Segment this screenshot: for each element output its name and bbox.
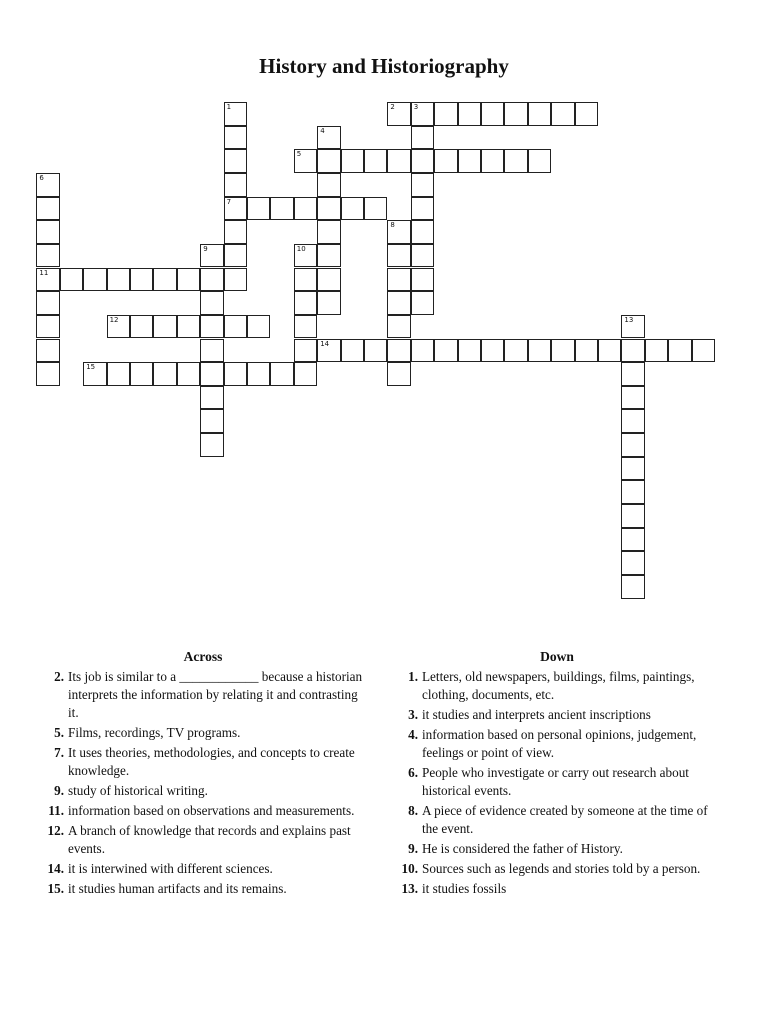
grid-cell[interactable] [621, 362, 644, 386]
down-heading: Down [540, 649, 574, 664]
grid-cell[interactable] [36, 173, 59, 197]
clue-item [392, 764, 722, 800]
clue-text: it studies human artifacts and its remains. [68, 881, 287, 896]
clue-item [38, 782, 368, 800]
grid-cell[interactable] [224, 362, 247, 386]
clue-text: People who investigate or carry out research about historical events. [422, 765, 689, 798]
clue-number-label: 2 [390, 103, 395, 111]
grid-cell[interactable] [294, 315, 317, 339]
clue-number: 2. [54, 669, 64, 684]
clue-text: Films, recordings, TV programs. [68, 725, 241, 740]
grid-cell[interactable] [200, 315, 223, 339]
clue-number-label: 12 [109, 315, 119, 324]
grid-cell[interactable] [528, 339, 551, 363]
grid-cell[interactable] [36, 244, 59, 268]
page-title: History and Historiography [259, 54, 509, 78]
grid-cell[interactable] [458, 339, 481, 363]
clue-number-label: 13 [624, 315, 634, 324]
grid-cell[interactable] [317, 268, 340, 292]
grid-cell[interactable] [224, 220, 247, 244]
grid-cell[interactable] [434, 102, 457, 126]
grid-cell[interactable] [130, 362, 153, 386]
grid-cell[interactable] [551, 102, 574, 126]
grid-cell[interactable] [434, 149, 457, 173]
grid-cell[interactable] [621, 386, 644, 410]
grid-cell[interactable] [270, 197, 293, 221]
grid-cell[interactable] [294, 362, 317, 386]
clue-number: 3. [408, 707, 418, 722]
grid-cell[interactable] [224, 102, 247, 126]
grid-cell[interactable] [247, 362, 270, 386]
grid-cell[interactable] [411, 197, 434, 221]
clue-item [38, 802, 368, 820]
grid-cell[interactable] [36, 220, 59, 244]
clue-item [38, 724, 368, 742]
clue-text: A branch of knowledge that records and explains past events. [68, 823, 351, 856]
grid-cell[interactable] [200, 409, 223, 433]
grid-cell[interactable] [200, 433, 223, 457]
grid-cell[interactable] [411, 244, 434, 268]
grid-cell[interactable] [387, 315, 410, 339]
grid-cell[interactable] [36, 291, 59, 315]
grid-cell[interactable] [621, 433, 644, 457]
clue-number-label: 14 [320, 339, 330, 348]
clue-number-label: 10 [296, 244, 306, 253]
grid-cell[interactable] [411, 102, 434, 126]
across-heading: Across [183, 649, 223, 664]
grid-cell[interactable] [247, 315, 270, 339]
grid-cell[interactable] [692, 339, 715, 363]
grid-cell[interactable] [621, 504, 644, 528]
grid-cell[interactable] [200, 339, 223, 363]
grid-cell[interactable] [387, 291, 410, 315]
grid-cell[interactable] [621, 480, 644, 504]
grid-cell[interactable] [481, 102, 504, 126]
grid-cell[interactable] [387, 268, 410, 292]
clue-item [38, 744, 368, 780]
grid-cell[interactable] [130, 268, 153, 292]
grid-cell[interactable] [411, 173, 434, 197]
grid-cell[interactable] [504, 149, 527, 173]
grid-cell[interactable] [387, 149, 410, 173]
grid-cell[interactable] [294, 268, 317, 292]
grid-cell[interactable] [36, 339, 59, 363]
grid-cell[interactable] [528, 149, 551, 173]
clue-item [392, 706, 722, 724]
clue-number-label: 15 [86, 363, 96, 372]
grid-cell[interactable] [504, 339, 527, 363]
clue-item [392, 802, 722, 838]
grid-cell[interactable] [36, 315, 59, 339]
clue-item [38, 668, 368, 722]
clue-number-label: 1 [226, 103, 232, 111]
clue-text: Letters, old newspapers, buildings, films, paintings, clothing, documents, etc. [422, 669, 695, 702]
grid-cell[interactable] [504, 102, 527, 126]
clue-number-label: 7 [226, 197, 232, 206]
clue-number: 4. [408, 727, 418, 742]
clue-number: 10. [401, 861, 418, 876]
grid-cell[interactable] [83, 268, 106, 292]
clue-number-label: 8 [390, 221, 395, 230]
grid-cell[interactable] [317, 197, 340, 221]
grid-cell[interactable] [458, 149, 481, 173]
grid-cell[interactable] [317, 149, 340, 173]
clue-number: 6. [408, 765, 418, 780]
grid-cell[interactable] [177, 268, 200, 292]
clue-text: it studies fossils [422, 881, 507, 896]
grid-cell[interactable] [294, 244, 317, 268]
grid-cell[interactable] [575, 102, 598, 126]
grid-cell[interactable] [387, 244, 410, 268]
down-clues [392, 648, 722, 900]
grid-cell[interactable] [621, 551, 644, 575]
grid-cell[interactable] [317, 339, 340, 363]
grid-cell[interactable] [575, 339, 598, 363]
grid-cell[interactable] [200, 291, 223, 315]
clue-item [38, 822, 368, 858]
grid-cell[interactable] [621, 575, 644, 599]
clue-number: 15. [47, 881, 64, 896]
grid-cell[interactable] [364, 197, 387, 221]
grid-cell[interactable] [224, 315, 247, 339]
grid-cell[interactable] [107, 315, 130, 339]
clue-item [38, 860, 368, 878]
clue-item [392, 668, 722, 704]
grid-cell[interactable] [364, 149, 387, 173]
grid-cell[interactable] [387, 220, 410, 244]
clue-text: Sources such as legends and stories told by a person. [422, 861, 701, 876]
grid-cell[interactable] [270, 362, 293, 386]
grid-cell[interactable] [434, 339, 457, 363]
grid-cell[interactable] [83, 362, 106, 386]
clue-text: information based on personal opinions, judgement, feelings or point of view. [422, 727, 697, 760]
grid-cell[interactable] [598, 339, 621, 363]
clue-number: 8. [408, 803, 418, 818]
clue-number-label: 6 [39, 173, 44, 182]
clue-number: 13. [401, 881, 418, 896]
clue-text: information based on observations and measurements. [68, 803, 355, 818]
clue-number: 7. [54, 745, 64, 760]
grid-cell[interactable] [200, 362, 223, 386]
grid-cell[interactable] [317, 244, 340, 268]
grid-cell[interactable] [36, 362, 59, 386]
grid-cell[interactable] [668, 339, 691, 363]
grid-cell[interactable] [621, 315, 644, 339]
grid-cell[interactable] [224, 173, 247, 197]
clue-text: study of historical writing. [68, 783, 208, 798]
grid-cell[interactable] [294, 149, 317, 173]
grid-cell[interactable] [387, 102, 410, 126]
clue-text: He is considered the father of History. [422, 841, 623, 856]
grid-cell[interactable] [36, 268, 59, 292]
grid-cell[interactable] [411, 268, 434, 292]
grid-cell[interactable] [387, 339, 410, 363]
grid-cell[interactable] [294, 197, 317, 221]
grid-cell[interactable] [551, 339, 574, 363]
grid-cell[interactable] [411, 339, 434, 363]
down-clue-list [392, 668, 722, 898]
grid-cell[interactable] [200, 244, 223, 268]
clue-number: 9. [54, 783, 64, 798]
clue-text: it studies and interprets ancient inscriptions [422, 707, 651, 722]
grid-cell[interactable] [341, 339, 364, 363]
grid-cell[interactable] [317, 126, 340, 150]
grid-cell[interactable] [224, 126, 247, 150]
grid-cell[interactable] [177, 315, 200, 339]
grid-cell[interactable] [411, 126, 434, 150]
grid-cell[interactable] [153, 268, 176, 292]
clue-number: 12. [47, 823, 64, 838]
grid-cell[interactable] [294, 339, 317, 363]
grid-cell[interactable] [317, 220, 340, 244]
clue-item [392, 840, 722, 858]
grid-cell[interactable] [621, 457, 644, 481]
grid-cell[interactable] [411, 149, 434, 173]
clue-number: 11. [48, 803, 64, 818]
grid-cell[interactable] [200, 386, 223, 410]
grid-cell[interactable] [60, 268, 83, 292]
grid-cell[interactable] [247, 197, 270, 221]
grid-cell[interactable] [177, 362, 200, 386]
grid-cell[interactable] [621, 409, 644, 433]
clue-text: It uses theories, methodologies, and concepts to create knowledge. [68, 745, 355, 778]
grid-cell[interactable] [317, 173, 340, 197]
clue-item [392, 860, 722, 878]
clue-text: A piece of evidence created by someone at the time of the event. [422, 803, 708, 836]
clue-number: 5. [54, 725, 64, 740]
clue-item [392, 726, 722, 762]
grid-cell[interactable] [153, 315, 176, 339]
clue-text: Its job is similar to a ____________ because a historian interprets the information by relating it and contrasting it. [68, 669, 363, 720]
clue-number: 14. [47, 861, 64, 876]
clue-number: 1. [408, 669, 418, 684]
clue-number-label: 9 [203, 244, 208, 253]
grid-cell[interactable] [364, 339, 387, 363]
grid-cell[interactable] [481, 149, 504, 173]
clue-item [38, 880, 368, 898]
grid-cell[interactable] [153, 362, 176, 386]
grid-cell[interactable] [107, 268, 130, 292]
clue-number-label: 5 [296, 150, 302, 159]
clue-text: it is interwined with different sciences. [68, 861, 273, 876]
across-clues [38, 648, 368, 900]
grid-cell[interactable] [130, 315, 153, 339]
grid-cell[interactable] [224, 244, 247, 268]
grid-cell[interactable] [294, 291, 317, 315]
grid-cell[interactable] [458, 102, 481, 126]
grid-cell[interactable] [107, 362, 130, 386]
grid-cell[interactable] [200, 268, 223, 292]
grid-cell[interactable] [341, 149, 364, 173]
grid-cell[interactable] [224, 197, 247, 221]
grid-cell[interactable] [645, 339, 668, 363]
grid-cell[interactable] [224, 149, 247, 173]
grid-cell[interactable] [341, 197, 364, 221]
grid-cell[interactable] [621, 339, 644, 363]
grid-cell[interactable] [481, 339, 504, 363]
grid-cell[interactable] [317, 291, 340, 315]
grid-cell[interactable] [224, 268, 247, 292]
grid-cell[interactable] [411, 220, 434, 244]
grid-cell[interactable] [411, 291, 434, 315]
grid-cell[interactable] [528, 102, 551, 126]
grid-cell[interactable] [387, 362, 410, 386]
clue-item [392, 880, 722, 898]
clue-number-label: 11 [39, 268, 49, 277]
grid-cell[interactable] [621, 528, 644, 552]
clue-number-label: 3 [413, 103, 419, 111]
clue-number-label: 4 [320, 126, 325, 135]
clue-number: 9. [408, 841, 418, 856]
grid-cell[interactable] [36, 197, 59, 221]
across-clue-list [38, 668, 368, 898]
